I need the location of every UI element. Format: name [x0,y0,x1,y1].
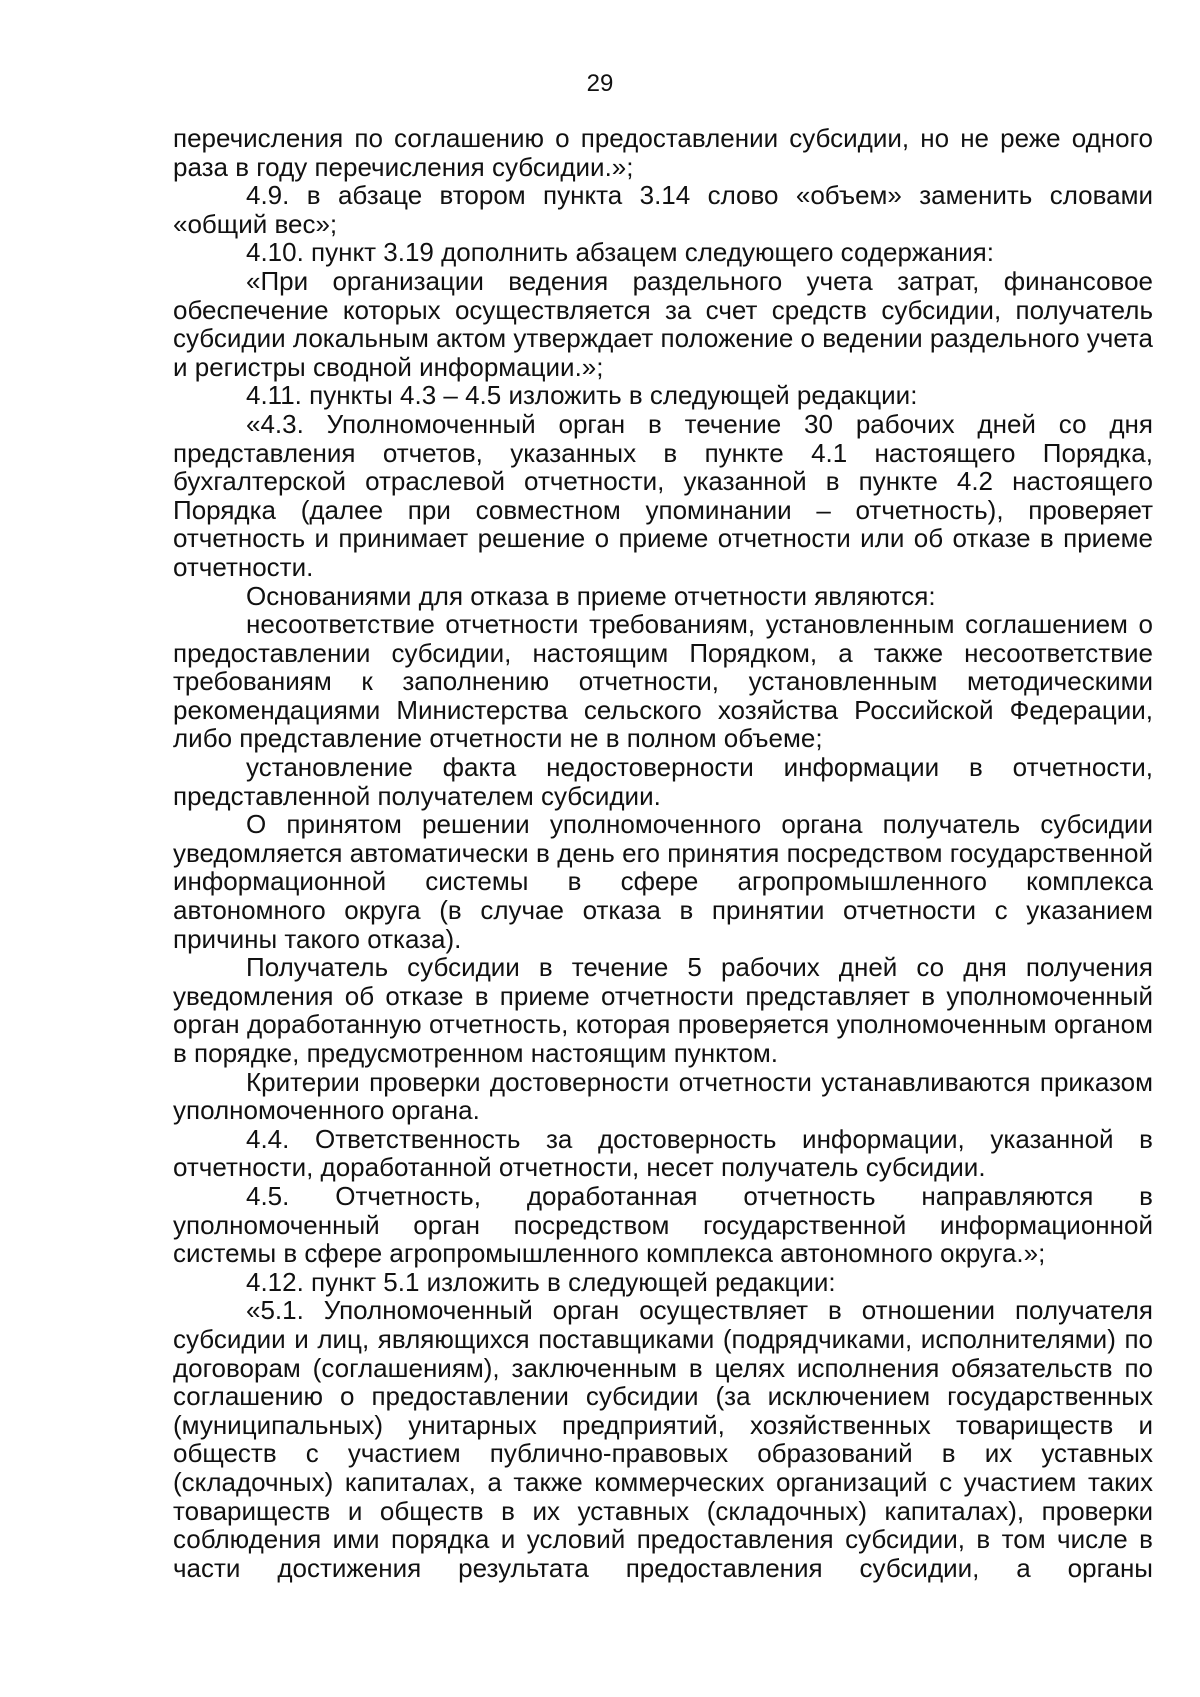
paragraph-4-4: 4.4. Ответственность за достоверность информации, указанной в отчетности, доработанной отчетности, несет получатель субсидии. [173,1123,1153,1183]
paragraph-4-10-quote: «При организации ведения раздельного учета затрат, финансовое обеспечение которых осуществляется за счет средств субсидии, получатель субсидии локальным актом утверждает положение о ведении раздельного учета и регистры сводной информации.»; [173,265,1153,382]
document-body [173,124,1153,1582]
paragraph-4-9: 4.9. в абзаце втором пункта 3.14 слово «объем» заменить словами «общий вес»; [173,180,1153,239]
paragraph-4-3: «4.3. Уполномоченный орган в течение 30 рабочих дней со дня представления отчетов, указанных в пункте 4.1 настоящего Порядка, бухгалтерской отраслевой отчетности, указанной в пункте 4.2 настоящего Порядка (далее при совместном упоминании – отчетность), проверяет отчетность и принимает решение о приеме отчетности или об отказе в приеме отчетности. [173,408,1153,582]
paragraph-5-1: «5.1. Уполномоченный орган осуществляет в отношении получателя субсидии и лиц, являющихся поставщиками (подрядчиками, исполнителями) по договорам (соглашениям), заключенным в целях исполнения обязательств по соглашению о предоставлении субсидии (за исключением государственных (муниципальных) унитарных предприятий, хозяйственных товариществ и обществ с участием публично-правовых образований в их уставных (складочных) капиталах, а также коммерческих организаций с участием таких товариществ и обществ в их уставных (складочных) капиталах), проверки соблюдения ими порядка и условий предоставления субсидии, в том числе в части достижения результата предоставления субсидии, а органы [173,1295,1153,1583]
paragraph-criteria: Критерии проверки достоверности отчетности устанавливаются приказом уполномоченного органа. [173,1066,1153,1126]
paragraph-notification: О принятом решении уполномоченного органа получатель субсидии уведомляется автоматически в день его принятия посредством государственной информационной системы в сфере агропромышленного комплекса автономного округа (в случае отказа в принятии отчетности с указанием причины такого отказа). [173,809,1153,954]
paragraph-grounds-heading: Основаниями для отказа в приеме отчетности являются: [246,580,936,611]
paragraph-4-5: 4.5. Отчетность, доработанная отчетность направляются в уполномоченный орган посредством государственной информационной системы в сфере агропромышленного комплекса автономного округа.»; [173,1180,1153,1269]
paragraph-resubmission: Получатель субсидии в течение 5 рабочих дней со дня получения уведомления об отказе в приеме отчетности представляет в уполномоченный орган доработанную отчетность, которая проверяется уполномоченным органом в порядке, предусмотренном настоящим пунктом. [173,952,1153,1068]
paragraph-ground-2: установление факта недостоверности информации в отчетности, представленной получателем субсидии. [173,752,1153,811]
paragraph-4-11: 4.11. пункты 4.3 – 4.5 изложить в следующей редакции: [246,380,918,411]
paragraph-ground-1: несоответствие отчетности требованиям, установленным соглашением о предоставлении субсидии, настоящим Порядком, а также несоответствие требованиям к заполнению отчетности, установленным методическими рекомендациями Министерства сельского хозяйства Российской Федерации, либо представление отчетности не в полном объеме; [173,609,1153,754]
paragraph-continuation: перечисления по соглашению о предоставлении субсидии, но не реже одного раза в году перечисления субсидии.»; [173,123,1153,182]
page-number: 29 [586,70,614,97]
paragraph-4-12: 4.12. пункт 5.1 изложить в следующей редакции: [246,1266,836,1297]
paragraph-4-10: 4.10. пункт 3.19 дополнить абзацем следующего содержания: [246,237,994,268]
